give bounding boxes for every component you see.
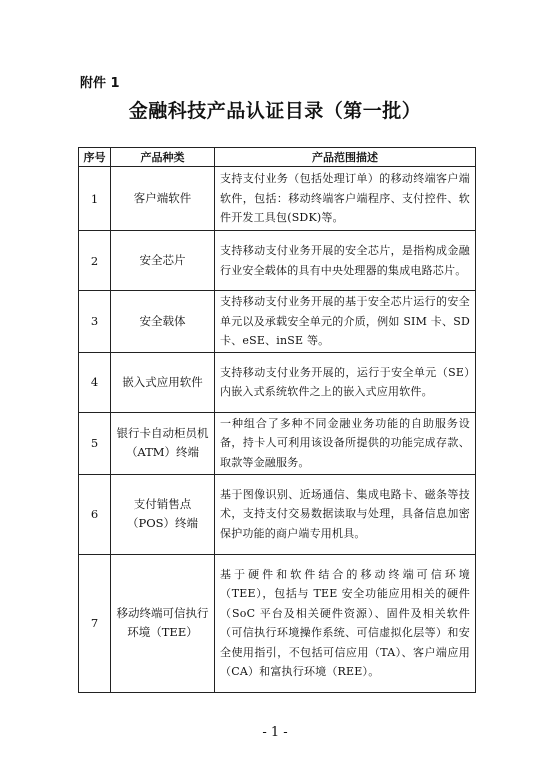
header-number: 序号 (79, 148, 111, 167)
page-number: - 1 - (262, 725, 288, 740)
row-category: 嵌入式应用软件 (111, 352, 215, 412)
row-number: 3 (79, 291, 111, 353)
table-header-row (79, 148, 476, 167)
table-row (79, 291, 476, 353)
row-description: 基于硬件和软件结合的移动终端可信环境（TEE），包括与 TEE 安全功能应用相关的硬件（SoC 平台及相关硬件资源）、固件及相关软件（可信执行环境操作系统、可信虚拟化层等）和安全使用指引，不包括可信应用（TA）、客户端应用（CA）和富执行环境（REE）。 (215, 554, 476, 692)
row-number: 5 (79, 412, 111, 474)
row-description: 支持支付业务（包括处理订单）的移动终端客户端软件，包括：移动终端客户端程序、支付控件、软件开发工具包(SDK)等。 (215, 167, 476, 231)
row-category: 支付销售点（POS）终端 (111, 474, 215, 554)
attachment-label: 附件 1 (80, 76, 120, 91)
header-description: 产品范围描述 (215, 148, 476, 167)
row-description: 一种组合了多种不同金融业务功能的自助服务设备，持卡人可利用该设备所提供的功能完成存款、取款等金融服务。 (215, 412, 476, 474)
page-title: 金融科技产品认证目录（第一批） (128, 100, 422, 122)
table-row (79, 412, 476, 474)
row-description: 基于图像识别、近场通信、集成电路卡、磁条等技术，支持支付交易数据读取与处理，具备信息加密保护功能的商户端专用机具。 (215, 474, 476, 554)
row-number: 7 (79, 554, 111, 692)
row-number: 1 (79, 167, 111, 231)
table-row (79, 167, 476, 231)
row-category: 银行卡自动柜员机（ATM）终端 (111, 412, 215, 474)
row-category: 安全芯片 (111, 231, 215, 291)
header-category: 产品种类 (111, 148, 215, 167)
row-number: 6 (79, 474, 111, 554)
row-category: 移动终端可信执行环境（TEE） (111, 554, 215, 692)
table-row (79, 474, 476, 554)
table-row (79, 352, 476, 412)
row-number: 2 (79, 231, 111, 291)
catalog-table (78, 147, 476, 693)
table-row (79, 554, 476, 692)
row-category: 安全载体 (111, 291, 215, 353)
row-description: 支持移动支付业务开展的，运行于安全单元（SE）内嵌入式系统软件之上的嵌入式应用软件。 (215, 352, 476, 412)
row-description: 支持移动支付业务开展的基于安全芯片运行的安全单元以及承载安全单元的介质，例如 SIM 卡、SD 卡、eSE、inSE 等。 (215, 291, 476, 353)
row-category: 客户端软件 (111, 167, 215, 231)
table-row (79, 231, 476, 291)
row-description: 支持移动支付业务开展的安全芯片，是指构成金融行业安全载体的具有中央处理器的集成电路芯片。 (215, 231, 476, 291)
row-number: 4 (79, 352, 111, 412)
